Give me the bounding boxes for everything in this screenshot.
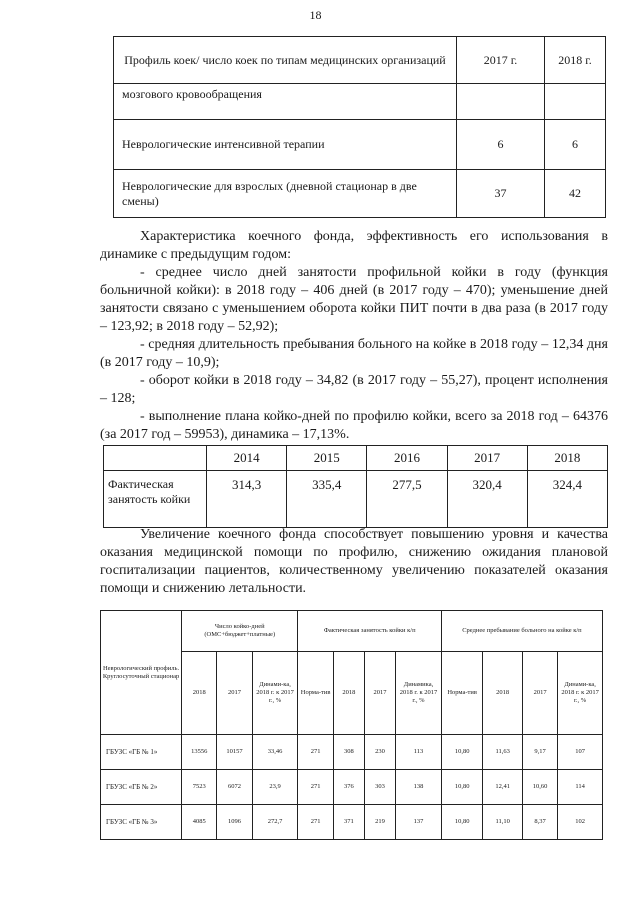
subheader: 2018 (333, 652, 364, 735)
data-cell: 137 (396, 805, 442, 840)
row-label: мозгового кровообращения (114, 84, 457, 120)
cell-2017: 37 (457, 170, 545, 218)
subheader: 2018 (483, 652, 522, 735)
row-label: ГБУЗС «ГБ № 2» (101, 770, 182, 805)
bullet-turnover: - оборот койки в 2018 году – 34,82 (в 2017 году – 55,27), процент исполнения – 128; (100, 373, 608, 406)
row-label: ГБУЗС «ГБ № 1» (101, 735, 182, 770)
data-cell: 10,80 (441, 735, 483, 770)
data-cell: 102 (558, 805, 603, 840)
hospital-stats-table (100, 610, 603, 840)
subheader: 2017 (522, 652, 557, 735)
data-cell: 376 (333, 770, 364, 805)
data-cell: 1096 (217, 805, 252, 840)
year-header: 2014 (207, 446, 287, 471)
table-header-row (104, 446, 608, 471)
subheader: Норма-тив (441, 652, 483, 735)
data-cell: 114 (558, 770, 603, 805)
header-2017: 2017 г. (457, 37, 545, 84)
bullet-length-of-stay: - средняя длительность пребывания больного на койке в 2018 году – 12,34 дня (в 2017 году – 10,9); (100, 337, 608, 370)
data-cell: 11,63 (483, 735, 522, 770)
value-cell: 277,5 (367, 471, 447, 528)
subheader: Динами-ка, 2018 г. к 2017 г., % (558, 652, 603, 735)
corner-cell: Неврологический профиль. Круглосуточный стационар (101, 611, 182, 735)
data-cell: 10,60 (522, 770, 557, 805)
data-cell: 10,80 (441, 770, 483, 805)
data-cell: 8,37 (522, 805, 557, 840)
year-header: 2015 (287, 446, 367, 471)
table-group-header-row (101, 611, 603, 652)
value-cell: 314,3 (207, 471, 287, 528)
data-cell: 13556 (182, 735, 217, 770)
data-cell: 33,46 (252, 735, 298, 770)
data-cell: 12,41 (483, 770, 522, 805)
year-header: 2016 (367, 446, 447, 471)
data-cell: 9,17 (522, 735, 557, 770)
header-profile: Профиль коек/ число коек по типам медицинских организаций (114, 37, 457, 84)
group-header-avg-stay: Среднее пребывание больного на койке к/п (441, 611, 602, 652)
corner-cell (104, 446, 207, 471)
data-cell: 107 (558, 735, 603, 770)
data-cell: 308 (333, 735, 364, 770)
header-2018: 2018 г. (545, 37, 606, 84)
data-cell: 6072 (217, 770, 252, 805)
group-header-bed-days: Число койко-дней (ОМС+бюджет+платные) (182, 611, 298, 652)
bed-fund-characteristics (100, 228, 608, 444)
row-label: ГБУЗС «ГБ № 3» (101, 805, 182, 840)
row-label: Неврологические для взрослых (дневной стационар в две смены) (114, 170, 457, 218)
value-cell: 320,4 (447, 471, 527, 528)
row-label: Неврологические интенсивной терапии (114, 120, 457, 170)
table-header-row (114, 37, 606, 84)
data-cell: 271 (298, 735, 333, 770)
intro-text: Характеристика коечного фонда, эффективность его использования в динамике с предыдущим годом: (100, 229, 608, 262)
data-cell: 138 (396, 770, 442, 805)
data-cell: 371 (333, 805, 364, 840)
table-row (114, 120, 606, 170)
subheader: Динами-ка, 2018 г. к 2017 г., % (252, 652, 298, 735)
table-row (101, 770, 603, 805)
table-row (114, 170, 606, 218)
data-cell: 4085 (182, 805, 217, 840)
cell-2018: 42 (545, 170, 606, 218)
cell-2017 (457, 84, 545, 120)
row-label: Фактическая занятость койки (104, 471, 207, 528)
subheader: 2017 (364, 652, 395, 735)
table-row (101, 735, 603, 770)
data-cell: 230 (364, 735, 395, 770)
table-row (114, 84, 606, 120)
data-cell: 7523 (182, 770, 217, 805)
table-row (104, 471, 608, 528)
value-cell: 335,4 (287, 471, 367, 528)
data-cell: 10157 (217, 735, 252, 770)
data-cell: 219 (364, 805, 395, 840)
occupancy-table (103, 445, 608, 528)
data-cell: 272,7 (252, 805, 298, 840)
subheader: Норма-тив (298, 652, 333, 735)
bullet-plan-execution: - выполнение плана койко-дней по профилю койки, всего за 2018 год – 64376 (за 2017 год – 59953), динамика – 17,13%. (100, 409, 608, 442)
year-header: 2018 (527, 446, 607, 471)
page-number: 18 (309, 8, 322, 22)
table-row (101, 805, 603, 840)
subheader: 2018 (182, 652, 217, 735)
year-header: 2017 (447, 446, 527, 471)
cell-2018 (545, 84, 606, 120)
cell-2017: 6 (457, 120, 545, 170)
subheader: Динамика, 2018 г. к 2017 г., % (396, 652, 442, 735)
data-cell: 113 (396, 735, 442, 770)
bullet-occupancy: - среднее число дней занятости профильной койки в году (функция больничной койки): в 2018 году – 406 дней (в 2017 году – 470); уменьшение дней занятости связано с уменьшением оборота койки ПИТ почти в два раза (в 2017 году – 123,92; в 2018 году – 52,92); (100, 265, 608, 334)
subheader: 2017 (217, 652, 252, 735)
group-header-occupancy: Фактическая занятость койки к/п (298, 611, 441, 652)
bed-profile-table (113, 36, 606, 218)
cell-2018: 6 (545, 120, 606, 170)
value-cell: 324,4 (527, 471, 607, 528)
data-cell: 23,9 (252, 770, 298, 805)
data-cell: 10,80 (441, 805, 483, 840)
data-cell: 271 (298, 805, 333, 840)
bed-fund-increase-text: Увеличение коечного фонда способствует повышению уровня и качества оказания медицинской помощи по профилю, снижению ожидания плановой госпитализации пациентов, количественному увеличению показателей оказания помощи и снижению летальности. (100, 527, 608, 596)
data-cell: 303 (364, 770, 395, 805)
data-cell: 11,10 (483, 805, 522, 840)
data-cell: 271 (298, 770, 333, 805)
